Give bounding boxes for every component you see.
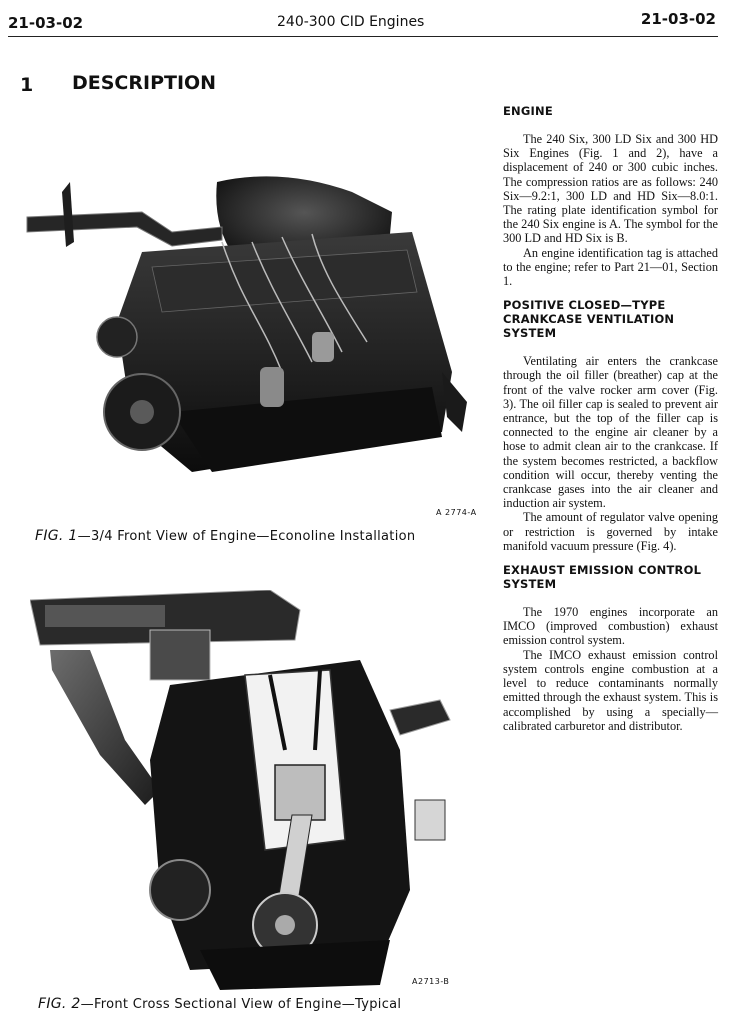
running-title: 240-300 CID Engines <box>277 14 425 30</box>
figure-2-label: FIG. 2 <box>38 996 81 1012</box>
engine-heading: ENGINE <box>503 104 553 118</box>
exhaust-paragraph-2: The IMCO exhaust emission control system controls engine combustion at a level to reduce contaminants normally emitted through the exhaust system. This is accomplished by using a specially—calibrated carburetor and distributor. <box>503 647 718 733</box>
figure-1-caption <box>35 528 415 544</box>
section-number: 1 <box>20 74 34 96</box>
page-number-right: 21-03-02 <box>640 10 716 28</box>
figure-2-id: A2713-B <box>412 977 450 986</box>
figure-2-caption-text: —Front Cross Sectional View of Engine—Typical <box>80 997 402 1012</box>
figure-1-engine-photo <box>22 172 472 482</box>
page-number-left: 21-03-02 <box>8 14 84 32</box>
pcv-heading: POSITIVE CLOSED—TYPE CRANKCASE VENTILATION SYSTEM <box>503 298 675 341</box>
figure-1-label: FIG. 1 <box>35 528 78 544</box>
figure-2-caption <box>38 996 401 1012</box>
figure-1-caption-text: —3/4 Front View of Engine—Econoline Installation <box>77 529 416 544</box>
engine-paragraph-2: An engine identification tag is attached to the engine; refer to Part 21—01, Section 1. <box>503 245 718 289</box>
engine-paragraph-1: The 240 Six, 300 LD Six and 300 HD Six Engines (Fig. 1 and 2), have a displacement of 240 or 300 cubic inches. The compression ratios are as follows: 240 Six—9.2:1, 300 LD and HD Six—8.0:1. The rating plate identification symbol for the 240 Six engine is A. The symbol for the 300 LD and HD Six is B. <box>503 132 718 246</box>
pcv-paragraph-2: The amount of regulator valve opening or restriction is governed by intake manifold vacuum pressure (Fig. 4). <box>503 510 718 553</box>
pcv-paragraph-1: Ventilating air enters the crankcase through the oil filler (breather) cap at the front of the valve rocker arm cover (Fig. 3). The oil filler cap is sealed to prevent air entrance, but the top of the filler cap is connected to the engine air cleaner by a hose to admit clean air to the crankcase. If the system becomes restricted, a backflow condition will occur, thereby venting the crankcase gases into the air cleaner and induction air system. <box>503 354 718 511</box>
figure-1-id: A 2774-A <box>436 508 477 517</box>
figure-2-cross-section <box>30 590 460 990</box>
header-rule <box>8 36 718 37</box>
section-title: DESCRIPTION <box>72 72 217 94</box>
exhaust-paragraph-1: The 1970 engines incorporate an IMCO (improved combustion) exhaust emission control system. <box>503 605 718 648</box>
exhaust-heading: EXHAUST EMISSION CONTROL SYSTEM <box>503 563 702 592</box>
text-column <box>503 104 718 733</box>
